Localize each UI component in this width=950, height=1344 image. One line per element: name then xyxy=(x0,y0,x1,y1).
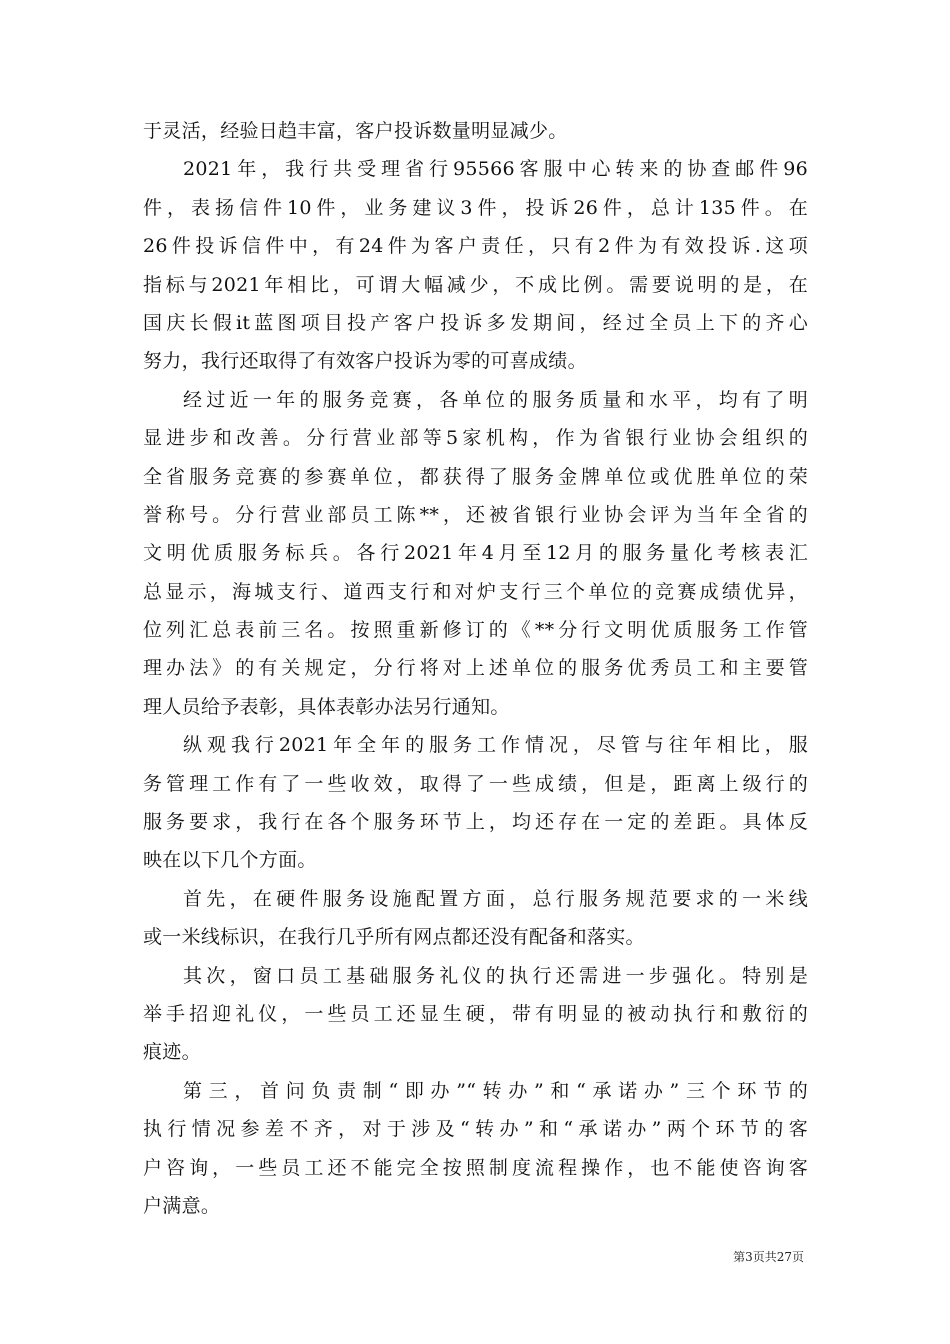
text-line: 服务要求，我行在各个服务环节上，均还存在一定的差距。具体反 xyxy=(143,811,808,834)
text-line: 纵观我行2021年全年的服务工作情况，尽管与往年相比，服 xyxy=(183,734,808,757)
text-line: 第三，首问负责制“即办”“转办”和“承诺办”三个环节的 xyxy=(183,1079,808,1102)
text-line: 户满意。 xyxy=(143,1194,221,1217)
text-line: 或一米线标识，在我行几乎所有网点都还没有配备和落实。 xyxy=(143,926,645,949)
text-line: 举手招迎礼仪，一些员工还显生硬，带有明显的被动执行和敷衍的 xyxy=(143,1002,808,1025)
text-line: 全省服务竞赛的参赛单位，都获得了服务金牌单位或优胜单位的荣 xyxy=(143,465,808,488)
document-body xyxy=(143,112,808,1225)
text-line: 理办法》的有关规定，分行将对上述单位的服务优秀员工和主要管 xyxy=(143,657,808,680)
text-line: 经过近一年的服务竞赛，各单位的服务质量和水平，均有了明 xyxy=(183,388,808,411)
text-line: 指标与2021年相比，可谓大幅减少，不成比例。需要说明的是，在 xyxy=(143,273,808,296)
text-line: 26件投诉信件中，有24件为客户责任，只有2件为有效投诉.这项 xyxy=(143,235,808,258)
text-line: 2021年，我行共受理省行95566客服中心转来的协查邮件96 xyxy=(183,158,808,181)
text-line: 其次，窗口员工基础服务礼仪的执行还需进一步强化。特别是 xyxy=(183,964,808,987)
text-line: 件，表扬信件10件，业务建议3件，投诉26件，总计135件。在 xyxy=(143,196,808,219)
page-number-footer: 第3页共27页 xyxy=(733,1250,804,1264)
text-line: 理人员给予表彰，具体表彰办法另行通知。 xyxy=(143,695,510,718)
text-line: 于灵活，经验日趋丰富，客户投诉数量明显减少。 xyxy=(143,120,568,142)
text-line: 务管理工作有了一些收效，取得了一些成绩，但是，距离上级行的 xyxy=(143,772,808,795)
text-line: 总显示，海城支行、道西支行和对炉支行三个单位的竞赛成绩优异， xyxy=(143,580,808,603)
text-line: 显进步和改善。分行营业部等5家机构，作为省银行业协会组织的 xyxy=(143,427,808,450)
text-line: 国庆长假it蓝图项目投产客户投诉多发期间，经过全员上下的齐心 xyxy=(143,311,808,334)
text-line: 户咨询，一些员工还不能完全按照制度流程操作，也不能使咨询客 xyxy=(143,1156,808,1179)
text-line: 位列汇总表前三名。按照重新修订的《**分行文明优质服务工作管 xyxy=(143,619,808,642)
text-line: 誉称号。分行营业部员工陈**，还被省银行业协会评为当年全省的 xyxy=(143,503,808,526)
text-line: 努力，我行还取得了有效客户投诉为零的可喜成绩。 xyxy=(143,350,587,373)
text-line: 首先，在硬件服务设施配置方面，总行服务规范要求的一米线 xyxy=(183,887,808,910)
text-line: 执行情况参差不齐，对于涉及“转办”和“承诺办”两个环节的客 xyxy=(143,1118,808,1141)
text-line: 文明优质服务标兵。各行2021年4月至12月的服务量化考核表汇 xyxy=(143,542,808,565)
text-line: 映在以下几个方面。 xyxy=(143,849,317,872)
text-line: 痕迹。 xyxy=(143,1041,201,1064)
